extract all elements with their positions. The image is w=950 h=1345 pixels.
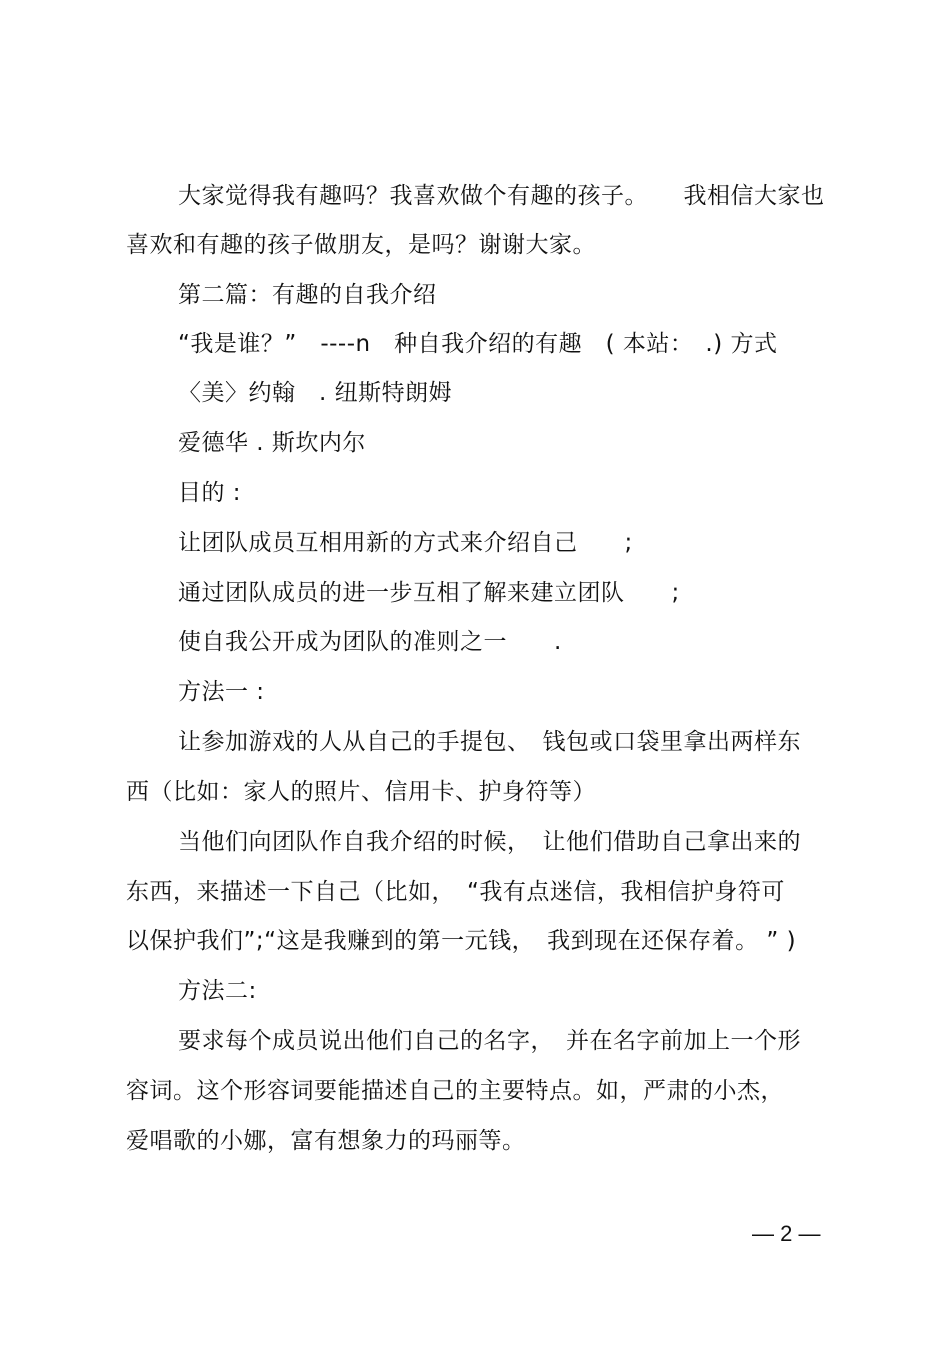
purpose-item: 让团队成员互相用新的方式来介绍自己 ; xyxy=(178,530,633,556)
paragraph-line: 东西，来描述一下自己（比如， “我有点迷信，我相信护身符可 xyxy=(126,879,785,905)
paragraph-line: 要求每个成员说出他们自己的名字， 并在名字前加上一个形 xyxy=(178,1028,801,1054)
paragraph-line: 以保护我们”;“这是我赚到的第一元钱， 我到现在还保存着。 ” ) xyxy=(126,928,797,954)
method-one-heading: 方法一 : xyxy=(178,679,265,705)
paragraph-line: 西（比如：家人的照片、信用卡、护身符等） xyxy=(126,779,596,805)
purpose-item: 使自我公开成为团队的准则之一 . xyxy=(178,629,562,655)
page-number: — 2 — xyxy=(752,1221,821,1246)
paragraph-line: 容词。这个形容词要能描述自己的主要特点。如，严肃的小杰， xyxy=(126,1078,784,1104)
paragraph-line: 让参加游戏的人从自己的手提包、 钱包或口袋里拿出两样东 xyxy=(178,729,801,755)
purpose-heading: 目的 : xyxy=(178,480,242,506)
author-line: 爱德华 . 斯坎内尔 xyxy=(178,430,366,456)
paragraph-line: 喜欢和有趣的孩子做朋友，是吗？谢谢大家。 xyxy=(126,232,596,258)
author-line: 〈美〉约翰 . 纽斯特朗姆 xyxy=(178,380,453,406)
method-two-heading: 方法二: xyxy=(178,978,257,1004)
purpose-item: 通过团队成员的进一步互相了解来建立团队 ; xyxy=(178,580,680,606)
subtitle-line: “我是谁？” ----n 种自我介绍的有趣 ( 本站： .) 方式 xyxy=(178,331,778,357)
section-heading: 第二篇：有趣的自我介绍 xyxy=(178,282,437,308)
paragraph-line: 大家觉得我有趣吗？我喜欢做个有趣的孩子。 我相信大家也 xyxy=(178,183,825,209)
paragraph-line: 爱唱歌的小娜，富有想象力的玛丽等。 xyxy=(126,1128,526,1154)
paragraph-line: 当他们向团队作自我介绍的时候， 让他们借助自己拿出来的 xyxy=(178,829,801,855)
